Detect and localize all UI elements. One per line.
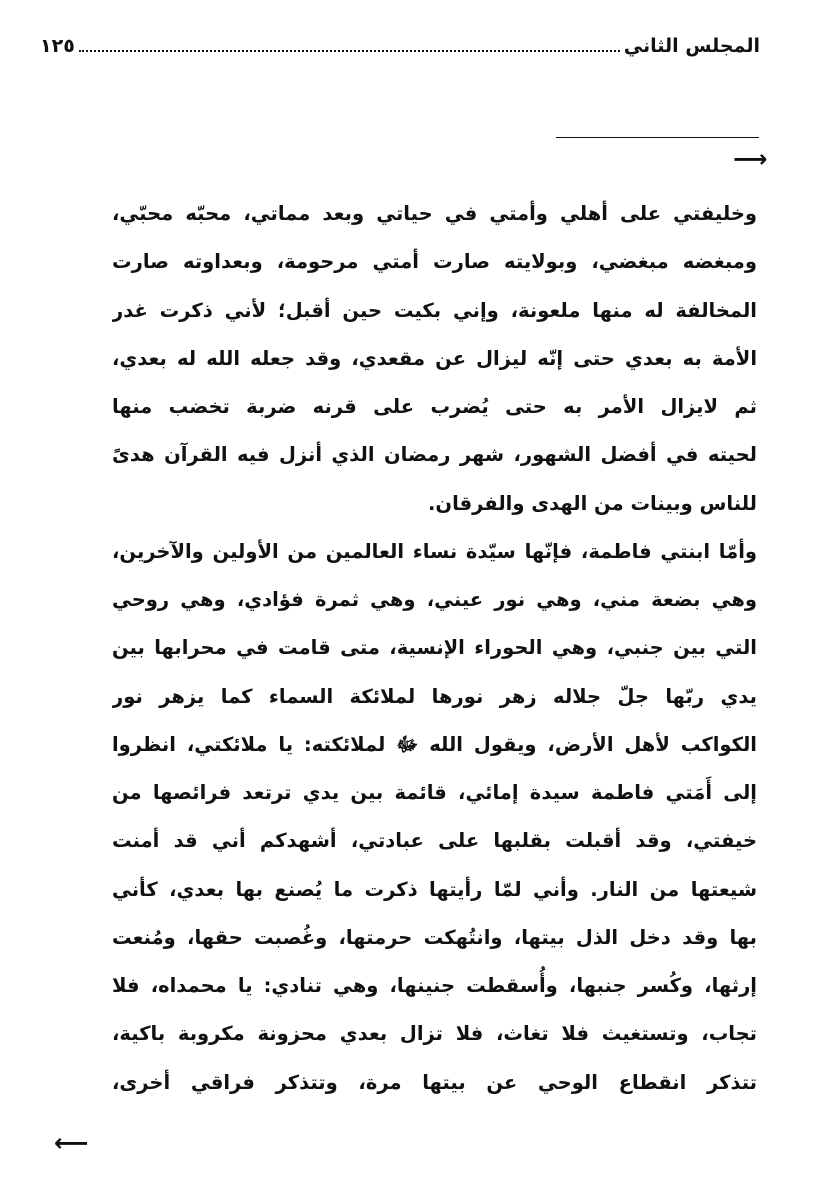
text-line-8: وأمّا ابنتي فاطمة، فإنّها سيّدة نساء العالمين من الأولين والآخرين، [112,539,757,563]
text-line-13: إلى أَمَتي فاطمة سيدة إمائي، قائمة بين يدي ترتعد فرائصها من [112,781,757,804]
text-line-9: وهي بضعة مني، وهي نور عيني، وهي ثمرة فؤادي، وهي روحي [112,588,757,611]
running-header [40,30,760,62]
text-line-6: لحيته في أفضل الشهور، شهر رمضان الذي أنزل فيه القرآن هدىً [112,443,757,467]
text-line-3: المخالفة له منها ملعونة، وإني بكيت حين أقبل؛ لأني ذكرت غدر [112,298,757,322]
arrow-right-icon: ⟶ [733,145,768,173]
text-line-2: ومبغضه مبغضي، وبولايته صارت أمتي مرحومة، وبعداوته صارت [112,250,757,274]
text-line-15: شيعتها من النار. وأني لمّا رأيتها ذكرت ما يُصنع بها بعدي، كأني [112,877,757,901]
text-line-19: تتذكر انقطاع الوحي عن بيتها مرة، وتتذكر فراقي أخرى، [112,1070,757,1094]
body-text [112,190,757,1107]
text-line-10: التي بين جنبي، وهي الحوراء الإنسية، متى قامت في محرابها بين [112,636,757,660]
page-number: ١٢٥ [40,34,75,57]
text-line-5: ثم لايزال الأمر به حتى يُضرب على قرنه ضربة تخضب منها [112,395,757,418]
text-line-14: خيفتي، وقد أقبلت بقلبها على عبادتي، أشهدكم أني قد أمنت [112,829,757,853]
text-line-7: للناس وبينات من الهدى والفرقان. [428,491,757,515]
text-line-11: يدي ربّها جلّ جلاله زهر نورها لملائكة السماء كما يزهر نور [112,684,757,708]
text-line-4: الأمة به بعدي حتى إنّه ليزال عن مقعدي، وقد جعله الله له بعدي، [112,346,757,370]
footnote-separator-rule [556,137,759,138]
text-line-16: بها وقد دخل الذل بيتها، وانتُهكت حرمتها، وغُصبت حقها، ومُنعت [112,925,757,949]
arrow-left-icon: ⟵ [54,1129,89,1157]
text-line-12: الكواكب لأهل الأرض، ويقول الله ﷻ لملائكته: يا ملائكتي، انظروا [112,732,757,756]
text-line-18: تجاب، وتستغيث فلا تغاث، فلا تزال بعدي محزونة مكروبة باكية، [112,1022,757,1046]
text-line-1: وخليفتي على أهلي وأمتي في حياتي وبعد مماتي، محبّه محبّي، [112,202,757,225]
text-line-17: إرثها، وكُسر جنبها، وأُسقطت جنينها، وهي تنادي: يا محمداه، فلا [112,974,757,997]
chapter-title: المجلس الثاني [623,34,760,57]
header-leader-dots [79,50,620,52]
